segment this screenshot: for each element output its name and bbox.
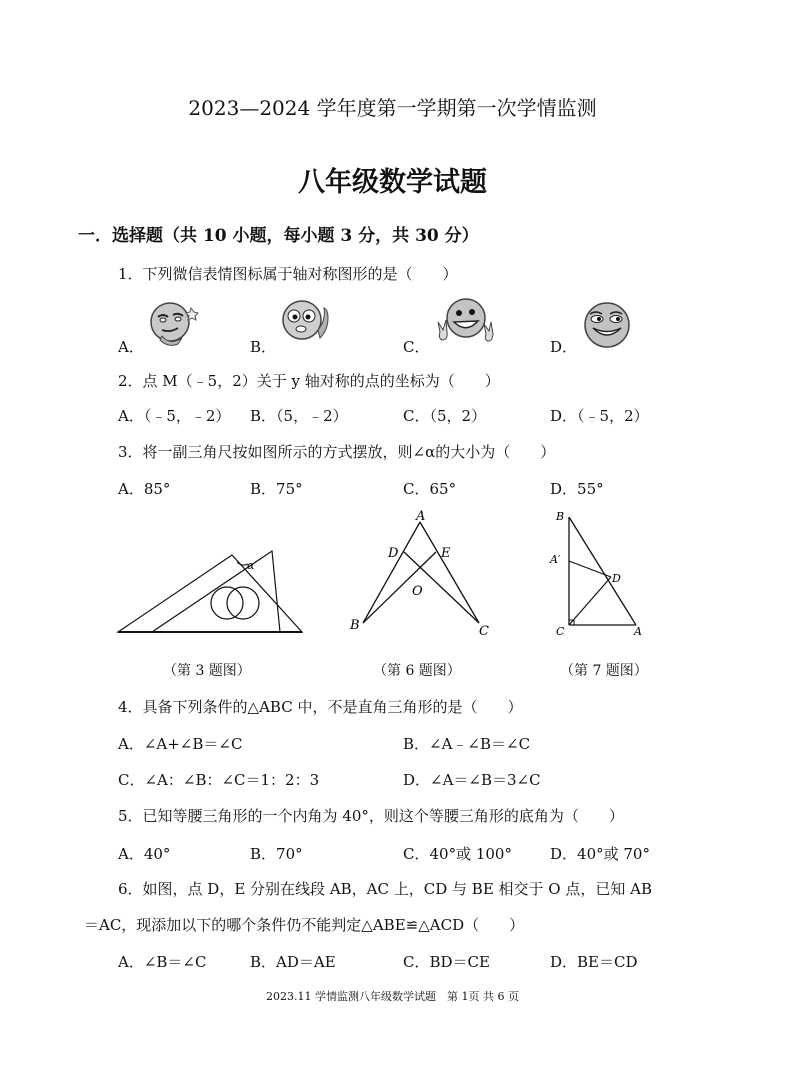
question-3-stem: 3．将一副三角尺按如图所示的方式摆放，则∠α的大小为（ ） [118,443,556,461]
question-6-stem-line1: 6．如图，点 D，E 分别在线段 AB，AC 上，CD 与 BE 相交于 O 点，已知 AB [118,880,652,898]
q1-option-c: C． [403,338,430,356]
figure-7-caption: （第 7 题图） [560,663,648,679]
fig7-label-a-prime: A′ [550,553,561,566]
grin-face-icon [582,300,632,350]
question-5-stem: 5．已知等腰三角形的一个内角为 40°，则这个等腰三角形的底角为（ ） [118,807,624,825]
q2-option-c: C．（5，2） [403,407,487,425]
q1-option-a: A． [118,338,144,356]
question-1-stem: 1．下列微信表情图标属于轴对称图形的是（ ） [118,265,458,283]
q3-option-c: C．65° [403,480,457,498]
q6-option-a: A．∠B＝∠C [118,953,207,971]
figure-6-caption: （第 6 题图） [373,663,461,679]
q2-option-b: B．（5，﹣2） [250,407,348,425]
fig6-label-c: C [479,624,489,639]
q3-option-b: B．75° [250,480,303,498]
figure-7-right-triangle [548,505,653,640]
fig6-label-a: A [416,509,426,524]
q4-option-a: A．∠A+∠B＝∠C [118,735,243,753]
fig6-label-o: O [412,584,423,599]
fig6-label-b: B [350,618,360,633]
q5-option-a: A．40° [118,845,171,863]
q5-option-d: D．40°或 70° [550,845,650,863]
figure-3-caption: （第 3 题图） [163,663,251,679]
fig7-label-c: C [556,625,565,638]
figure-3-triangles [112,545,308,641]
fig6-label-e: E [441,546,451,561]
exam-title: 2023—2024 学年度第一学期第一次学情监测 [188,96,597,120]
fig3-alpha-label: α [247,559,255,572]
q4-option-c: C．∠A：∠B：∠C＝1：2：3 [118,771,320,789]
q1-option-b: B． [250,338,277,356]
fig7-label-d: D [612,572,621,585]
wave-face-icon [278,298,334,346]
peace-face-icon [434,296,494,348]
q2-option-d: D．（﹣5，2） [550,407,649,425]
smirk-face-icon [148,300,204,348]
fig7-label-b: B [556,510,565,523]
fig7-label-a: A [634,625,642,638]
q5-option-b: B．70° [250,845,303,863]
page-footer: 2023.11 学情监测八年级数学试题 第 1页 共 6 页 [266,990,519,1003]
q2-option-a: A．（﹣5，﹣2） [118,407,231,425]
question-4-stem: 4．具备下列条件的△ABC 中，不是直角三角形的是（ ） [118,698,523,716]
q4-option-d: D．∠A＝∠B＝3∠C [403,771,541,789]
q6-option-c: C．BD＝CE [403,953,490,971]
q3-option-d: D．55° [550,480,604,498]
q5-option-c: C．40°或 100° [403,845,512,863]
question-2-stem: 2．点 M（﹣5，2）关于 y 轴对称的点的坐标为（ ） [118,372,500,390]
q3-option-a: A．85° [118,480,171,498]
q4-option-b: B．∠A﹣∠B＝∠C [403,735,531,753]
section-heading: 一．选择题（共 10 小题，每小题 3 分，共 30 分） [78,226,479,246]
q6-option-d: D．BE＝CD [550,953,638,971]
q6-option-b: B．AD＝AE [250,953,336,971]
question-6-stem-line2: ＝AC，现添加以下的哪个条件仍不能判定△ABE≌△ACD（ ） [84,916,525,934]
fig6-label-d: D [388,546,399,561]
q1-option-d: D． [550,338,578,356]
figure-6-triangle [344,505,494,640]
exam-subtitle: 八年级数学试题 [298,167,487,198]
